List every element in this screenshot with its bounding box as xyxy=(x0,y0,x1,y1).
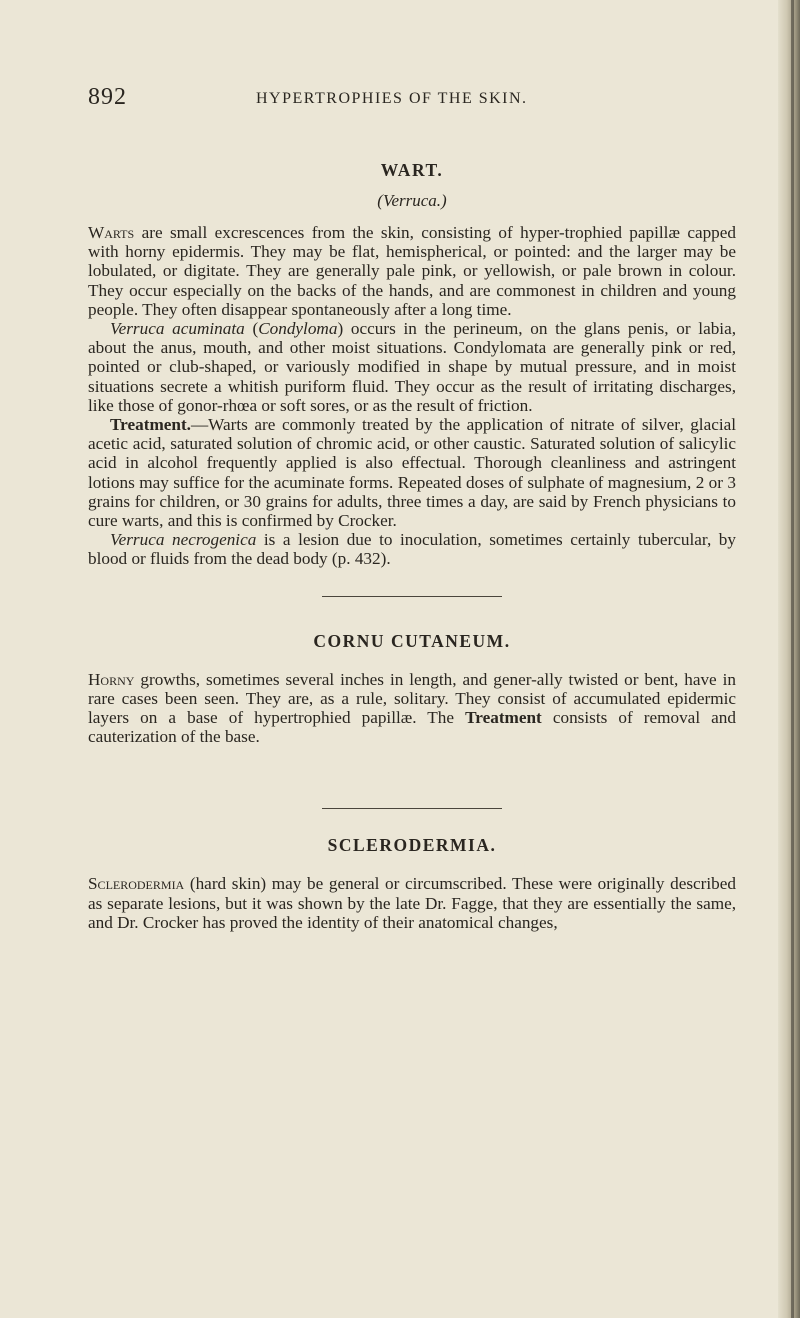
paragraph-sclerodermia xyxy=(88,874,736,932)
page-number: 892 xyxy=(88,84,127,110)
paragraph-text: (hard skin) may be general or circumscribed. These were originally described as separate lesions, but it was shown by the late Dr. Fagge, that they are essentially the same, and Dr. Crocker has proved the identity of their anatomical changes, xyxy=(88,874,736,932)
paragraph-text-tail: consists of removal and cauterization of the base. xyxy=(88,708,736,747)
page-body xyxy=(88,160,736,932)
section-subtitle-verruca: (Verruca.) xyxy=(377,191,447,210)
paragraph-text: are small excrescences from the skin, consisting of hyper-trophied papillæ capped with horny epidermis. They may be flat, hemispherical, or pointed: and the larger may be lobulated, or digitate. They are generally pale pink, or yellowish, or pale brown in colour. They occur especially on the backs of the hands, and are commonest in children and young people. They often disappear spontaneously after a long time. xyxy=(88,223,736,319)
italic-term: Condyloma xyxy=(258,319,338,339)
lead-word: Warts xyxy=(88,223,135,242)
page-edge-shadow xyxy=(778,0,800,1318)
paren-open: ( xyxy=(244,319,259,339)
lead-word: Sclerodermia xyxy=(88,874,185,894)
lead-bold: Treatment. xyxy=(110,415,191,435)
lead-word: Horny xyxy=(88,669,135,689)
lead-term: Verruca necrogenica xyxy=(110,530,257,550)
section-title-wart: WART. xyxy=(380,160,444,180)
section-title-sclerodermia: SCLERODERMIA. xyxy=(327,835,497,856)
section-wart xyxy=(88,160,736,569)
section-cornu-cutaneum xyxy=(88,631,736,747)
section-title-cornu: CORNU CUTANEUM. xyxy=(313,630,511,651)
paragraph-text: ) occurs in the perineum, on the glans penis, or labia, about the anus, mouth, and other moist situations. Condylomata are generally pink or red, pointed or club-shaped, or variously modified in shape by mutual pressure, and in moist situations secrete a whitish puriform fluid. They occur as the result of irritating discharges, like those of gonor-rhœa or soft sores, or as the result of friction. xyxy=(88,319,736,415)
page-edge-line xyxy=(791,0,794,1318)
page-header xyxy=(88,84,728,114)
paragraph-text: —Warts are commonly treated by the application of nitrate of silver, glacial acetic acid, saturated solution of chromic acid, or other caustic. Saturated solution of salicylic acid in alcohol frequently applied is also effectual. Thorough cleanliness and astringent lotions may suffice for the acuminate forms. Repeated doses of sulphate of magnesium, 2 or 3 grains for children, or 30 grains for adults, three times a day, are said by French physicians to cure warts, and this is confirmed by Crocker. xyxy=(88,415,736,531)
inline-bold: Treatment xyxy=(465,708,542,728)
paragraph-text: is a lesion due to inoculation, sometimes certainly tubercular, by blood or fluids from the dead body (p. 432). xyxy=(88,530,736,569)
paragraph-verruca-acuminata xyxy=(88,319,736,415)
paragraph-text: growths, sometimes several inches in length, and gener-ally twisted or bent, have in rare cases been seen. They are, as a rule, solitary. They consist of accumulated epidermic layers on a base of hypertrophied papillæ. The xyxy=(88,669,736,728)
paragraph-warts-intro xyxy=(88,223,736,319)
paragraph-verruca-necrogenica xyxy=(88,530,736,568)
paragraph-horny-growths xyxy=(88,670,736,747)
section-sclerodermia xyxy=(88,835,736,932)
lead-term: Verruca acuminata xyxy=(110,319,245,339)
running-title: HYPERTROPHIES OF THE SKIN. xyxy=(256,90,528,107)
paragraph-treatment xyxy=(88,415,736,530)
